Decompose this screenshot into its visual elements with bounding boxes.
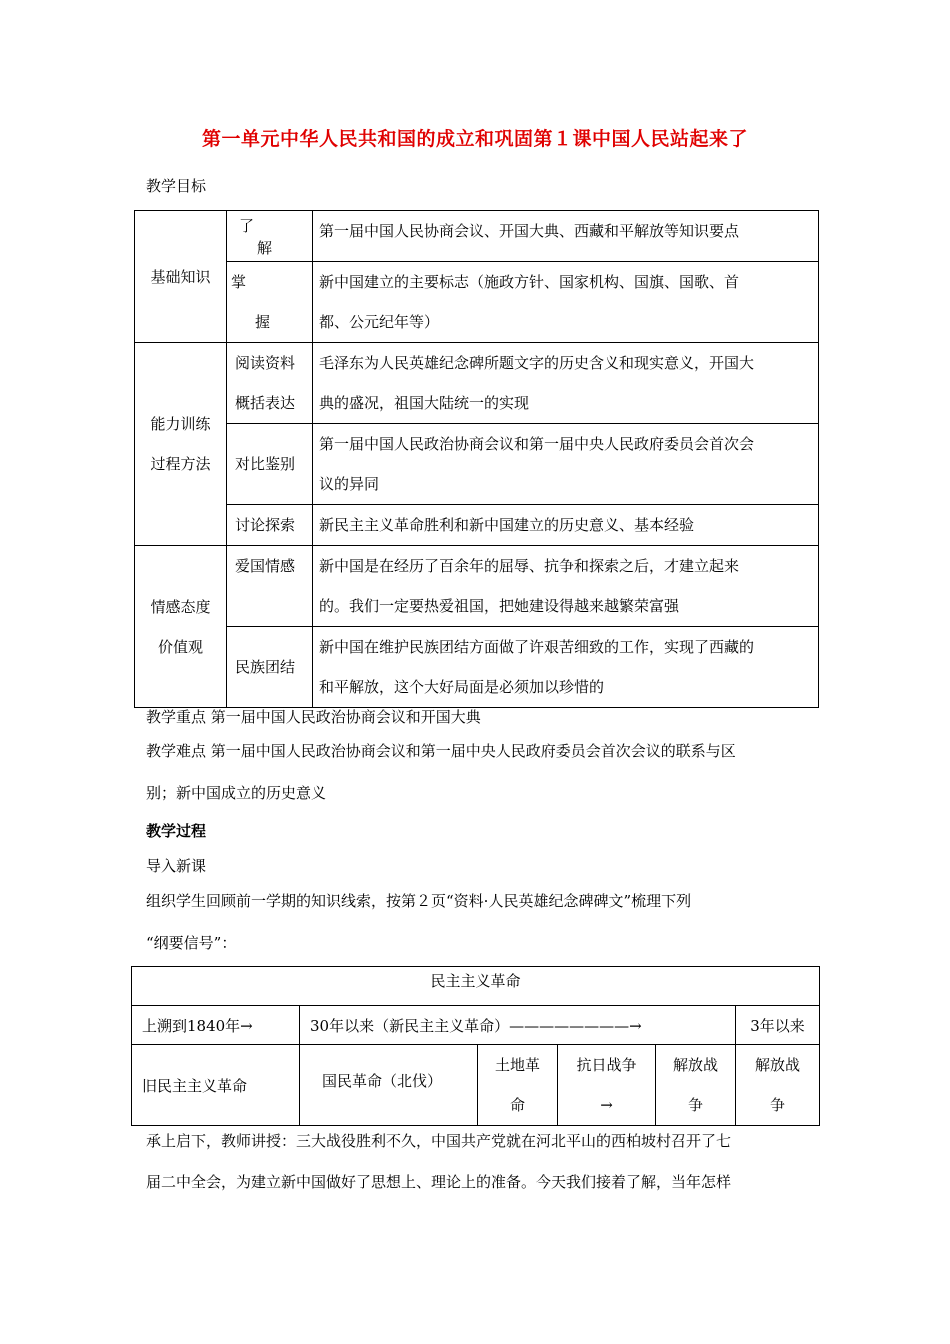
intro-heading: 导入新课 xyxy=(146,857,207,875)
content-text: 新中国建立的主要标志（施政方针、国家机构、国旗、国歌、首 xyxy=(319,273,740,291)
process-heading: 教学过程 xyxy=(146,822,207,840)
timeline-liberation-2 xyxy=(736,1045,820,1126)
sub-label: 阅读资料 xyxy=(235,354,296,372)
sub-label: 民族团结 xyxy=(235,658,296,676)
closing-text: 承上启下，教师讲授：三大战役胜利不久，中国共产党就在河北平山的西柏坡村召开了七 xyxy=(146,1132,732,1150)
timeline-text: 30年以来（新民主主义革命）————————→ xyxy=(310,1016,642,1035)
category-label: 过程方法 xyxy=(150,455,211,473)
content-text: 典的盛况，祖国大陆统一的实现 xyxy=(319,394,530,412)
sub-label: 握 xyxy=(255,313,271,331)
sub-label: 爱国情感 xyxy=(235,557,296,575)
difficulty-line: 别；新中国成立的历史意义 xyxy=(146,784,327,802)
timeline-anti-japanese xyxy=(558,1045,656,1126)
content-cell xyxy=(313,627,819,708)
sub-unity xyxy=(227,627,313,708)
content-cell xyxy=(313,343,819,424)
closing-text: 届二中全会，为建立新中国做好了思想上、理论上的准备。今天我们接着了解，当年怎样 xyxy=(146,1173,732,1191)
timeline-start xyxy=(132,1006,300,1045)
timeline-land xyxy=(478,1045,558,1126)
content-cell xyxy=(313,546,819,627)
content-cell xyxy=(313,505,819,546)
timeline-row xyxy=(132,1045,820,1126)
content-text: 第一届中国人民协商会议、开国大典、西藏和平解放等知识要点 xyxy=(319,222,740,240)
timeline-text: 解放战 xyxy=(755,1056,801,1074)
sub-label: 了 xyxy=(239,217,255,235)
objectives-row xyxy=(135,262,819,343)
sub-compare xyxy=(227,424,313,505)
sub-reading xyxy=(227,343,313,424)
category-label: 基础知识 xyxy=(150,268,211,286)
objectives-row xyxy=(135,343,819,424)
timeline-text: 争 xyxy=(770,1096,786,1114)
timeline-text: 抗日战争 xyxy=(576,1056,637,1074)
sub-patriotism xyxy=(227,546,313,627)
content-text: 的。我们一定要热爱祖国，把她建设得越来越繁荣富强 xyxy=(319,597,680,615)
timeline-middle xyxy=(300,1006,736,1045)
content-text: 都、公元纪年等） xyxy=(319,313,440,331)
page-title: 第一单元中华人民共和国的成立和巩固第１课中国人民站起来了 xyxy=(201,128,748,150)
timeline-text: 旧民主主义革命 xyxy=(142,1076,248,1095)
timeline-text: 解放战 xyxy=(672,1056,718,1074)
timeline-header-text: 民主主义革命 xyxy=(430,972,521,990)
timeline-text: → xyxy=(600,1096,613,1114)
timeline-header-row xyxy=(132,967,820,1006)
sub-label: 对比鉴别 xyxy=(235,455,296,473)
timeline-row xyxy=(132,1006,820,1045)
timeline-text: 国民革命（北伐） xyxy=(322,1071,443,1090)
content-text: 毛泽东为人民英雄纪念碑所题文字的历史含义和现实意义，开国大 xyxy=(319,354,755,372)
timeline-text: 命 xyxy=(509,1096,525,1114)
category-emotion xyxy=(135,546,227,708)
category-label: 情感态度 xyxy=(150,597,211,616)
timeline-text: 土地革 xyxy=(494,1056,540,1074)
intro-text: “纲要信号”： xyxy=(146,934,237,952)
timeline-text: 上溯到1840年→ xyxy=(142,1016,253,1035)
sub-master xyxy=(227,262,313,343)
sub-understand xyxy=(227,211,313,262)
category-basic xyxy=(135,211,227,343)
objectives-row xyxy=(135,211,819,262)
sub-label: 讨论探索 xyxy=(235,516,296,534)
sub-label: 解 xyxy=(257,239,273,257)
timeline-old-democratic xyxy=(132,1045,300,1126)
content-text: 新中国是在经历了百余年的屈辱、抗争和探索之后，才建立起来 xyxy=(319,557,740,575)
objectives-row xyxy=(135,546,819,627)
content-cell xyxy=(313,424,819,505)
key-point: 教学重点 第一届中国人民政治协商会议和开国大典 xyxy=(146,708,481,726)
difficulty-line: 教学难点 第一届中国人民政治协商会议和第一届中央人民政府委员会首次会议的联系与区 xyxy=(146,742,736,760)
timeline-header xyxy=(132,967,820,1006)
objectives-row xyxy=(135,627,819,708)
content-text: 第一届中国人民政治协商会议和第一届中央人民政府委员会首次会 xyxy=(319,435,755,453)
category-ability xyxy=(135,343,227,546)
timeline-text: 争 xyxy=(687,1096,703,1114)
content-cell xyxy=(313,211,819,262)
sub-label: 概括表达 xyxy=(235,394,296,412)
category-label: 价值观 xyxy=(157,637,203,656)
sub-discuss xyxy=(227,505,313,546)
timeline-text: 3年以来 xyxy=(750,1016,805,1035)
content-text: 新民主主义革命胜利和新中国建立的历史意义、基本经验 xyxy=(319,516,695,534)
timeline-liberation-1 xyxy=(656,1045,736,1126)
content-text: 和平解放，这个大好局面是必须加以珍惜的 xyxy=(319,678,605,696)
content-text: 议的异同 xyxy=(319,475,380,493)
category-label: 能力训练 xyxy=(150,415,211,433)
objectives-row xyxy=(135,424,819,505)
content-cell xyxy=(313,262,819,343)
content-text: 新中国在维护民族团结方面做了许艰苦细致的工作，实现了西藏的 xyxy=(319,638,755,656)
timeline-national xyxy=(300,1045,478,1126)
timeline-end xyxy=(736,1006,820,1045)
timeline-table xyxy=(131,966,820,1126)
objectives-table xyxy=(134,210,819,708)
objectives-row xyxy=(135,505,819,546)
objectives-heading: 教学目标 xyxy=(146,177,207,195)
sub-label: 掌 xyxy=(231,273,247,291)
intro-text: 组织学生回顾前一学期的知识线索，按第２页“资料·人民英雄纪念碑碑文”梳理下列 xyxy=(146,892,692,910)
